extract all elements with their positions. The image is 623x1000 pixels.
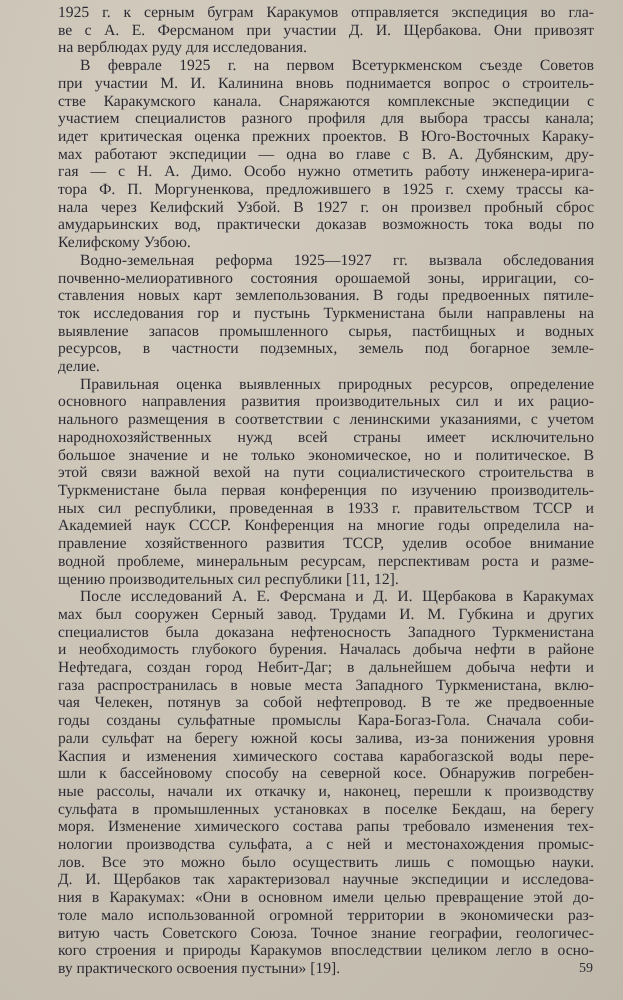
text-line: Д. И. Щербаков так характеризовал научные экспедиции и исследова- <box>58 871 594 889</box>
text-line: Правильная оценка выявленных природных ресурсов, определение <box>80 375 594 393</box>
text-line: ве с А. Е. Ферсманом при участии Д. И. Щербакова. Они привозят <box>58 21 594 39</box>
text-line: В феврале 1925 г. на первом Всетуркменском съезде Советов <box>80 57 594 75</box>
paragraph-4 <box>58 376 594 588</box>
text-line: толе мало использованной огромной территории в экономически раз- <box>58 906 594 924</box>
text-line: ву практического освоения пустыни» [19]. <box>58 959 341 977</box>
text-line: чая Челекен, потянув за собой нефтепровод. В те же предвоенные <box>58 694 594 712</box>
text-line: газа распространилась в новые места Западного Туркменистана, вклю- <box>58 676 594 694</box>
text-line: ния в Каракумах: «Они в основном имели целью превращение этой до- <box>58 889 594 907</box>
text-line: водной проблеме, минеральным ресурсам, перспективам роста и разме- <box>58 552 594 570</box>
text-line: ставления новых карт землепользования. В годы предвоенных пятиле- <box>58 287 594 305</box>
text-line: После исследований А. Е. Ферсмана и Д. И. Щербакова в Каракумах <box>80 588 594 606</box>
text-line: годы созданы сульфатные промыслы Кара-Богаз-Гола. Сначала соби- <box>58 712 594 730</box>
text-line: нала через Келифский Узбой. В 1927 г. он произвел пробный сброс <box>58 198 594 216</box>
body-text <box>58 4 594 978</box>
text-line: нологии производства сульфата, а с ней и местонахождения промыс- <box>58 836 594 854</box>
text-line: Келифскому Узбою. <box>58 234 191 252</box>
text-line: участием специалистов разного профиля для выбора трассы канала; <box>58 110 594 128</box>
text-line: тора Ф. П. Моргуненкова, предложившего в 1925 г. схему трассы ка- <box>58 181 594 199</box>
text-line: Академией наук СССР. Конференция на многие годы определила на- <box>58 517 594 535</box>
text-line: мах был сооружен Серный завод. Трудами И. М. Губкина и других <box>58 605 594 623</box>
text-line: ресурсов, в частности подземных, земель под богарное земле- <box>58 340 594 358</box>
text-line: этой связи важной вехой на пути социалистического строительства в <box>58 464 594 482</box>
text-line: Туркменистане была первая конференция по изучению производитель- <box>58 481 594 499</box>
text-line: при участии М. И. Калинина вновь поднимается вопрос о строитель- <box>58 74 594 92</box>
paragraph-1 <box>58 4 594 57</box>
text-line: идет критическая оценка прежних проектов. В Юго-Восточных Караку- <box>58 127 594 145</box>
text-line: на верблюдах руду для исследования. <box>58 39 307 57</box>
paragraph-5 <box>58 588 594 977</box>
text-line: щению производительных сил республики [11, 12]. <box>58 570 399 588</box>
text-line: делие. <box>58 358 100 376</box>
text-line: большое значение и не только экономическое, но и политическое. В <box>58 446 594 464</box>
text-line: и необходимость глубокого бурения. Началась добыча нефти в районе <box>58 641 594 659</box>
text-line: почвенно-мелиоративного состояния орошаемой зоны, ирригации, со- <box>58 269 594 287</box>
text-line: правление хозяйственного развития ТССР, уделив особое внимание <box>58 535 594 553</box>
text-line: витую часть Советского Союза. Точное знание географии, геологичес- <box>58 924 594 942</box>
text-line: нального размещения в соответствии с ленинскими указаниями, с учетом <box>58 411 594 429</box>
text-line: шли к бассейновому способу на северной косе. Обнаружив погребен- <box>58 765 594 783</box>
text-line: ных сил республики, проведенная в 1933 г. правительством ТССР и <box>58 499 594 517</box>
text-line: Каспия и изменения химического состава карабогазской воды пере- <box>58 747 594 765</box>
text-line: мах работают экспедиции — одна во главе с В. А. Дубянским, дру- <box>58 145 594 163</box>
text-line: сульфата в промышленных установках в поселке Бекдаш, на берегу <box>58 800 594 818</box>
text-line: народнохозяйственных нужд всей страны имеет исключительно <box>58 428 594 446</box>
paragraph-3 <box>58 252 594 376</box>
text-line: Нефтедага, создан город Небит-Даг; в дальнейшем добыча нефти и <box>58 659 594 677</box>
text-line: ные рассолы, начали их откачку и, наконец, перешли к производству <box>58 782 594 800</box>
text-line: основного направления развития производительных сил и их рацио- <box>58 393 594 411</box>
text-line: гая — с Н. А. Димо. Особо нужно отметить работу инженера-ирига- <box>58 163 594 181</box>
text-line: 1925 г. к серным буграм Каракумов отправляется экспедиция во гла- <box>58 4 594 21</box>
text-line: Водно-земельная реформа 1925—1927 гг. вызвала обследования <box>80 251 594 269</box>
text-line: моря. Изменение химического состава рапы требовало изменения тех- <box>58 818 594 836</box>
text-line: стве Каракумского канала. Снаряжаются комплексные экспедиции с <box>58 92 594 110</box>
text-line: ток исследования гор и пустынь Туркменистана были направлены на <box>58 304 594 322</box>
text-line: специалистов была доказана нефтеносность Западного Туркменистана <box>58 623 594 641</box>
text-line: кого строения и природы Каракумов впоследствии целиком легло в осно- <box>58 942 594 960</box>
text-line: рали сульфат на берегу южной косы залива, из-за понижения уровня <box>58 729 594 747</box>
text-line: амударьинских вод, практически доказав возможность тока воды по <box>58 216 594 234</box>
text-line: лов. Все это можно было осуществить лишь с помощью науки. <box>58 853 594 871</box>
page-number: 59 <box>579 961 593 976</box>
text-line: выявление запасов промышленного сырья, пастбищных и водных <box>58 322 594 340</box>
paragraph-2 <box>58 57 594 252</box>
